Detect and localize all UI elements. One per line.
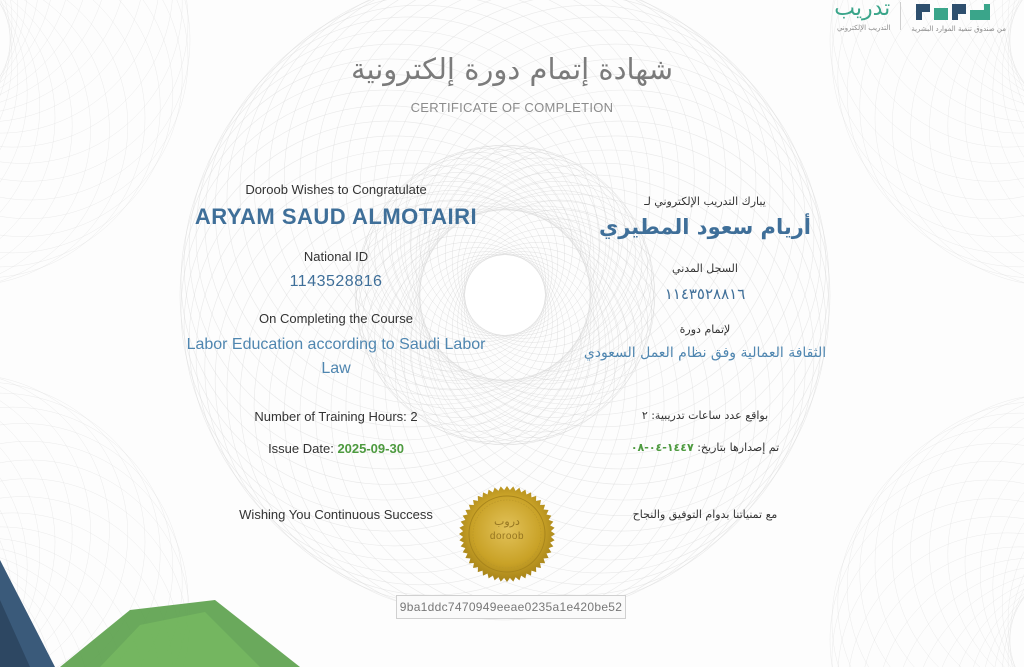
training-hours-en bbox=[160, 409, 512, 424]
issue-date-ar bbox=[520, 441, 890, 454]
tadreeb-logo-subtitle: التدريب الإلكتروني bbox=[836, 24, 891, 32]
national-id-ar: ١١٤٣٥٢٨٨١٦ bbox=[664, 285, 746, 303]
training-hours-ar bbox=[520, 409, 890, 422]
hadaf-logo-subtitle: من صندوق تنمية الموارد البشرية bbox=[911, 25, 1006, 33]
training-hours-label-ar: بواقع عدد ساعات تدريبية: bbox=[647, 409, 769, 422]
course-name-ar: الثقافة العمالية وفق نظام العمل السعودي bbox=[583, 345, 827, 361]
issue-date-value-ar: ١٤٤٧-٠٤-٠٨ bbox=[630, 441, 694, 454]
issue-date-value-en: 2025-09-30 bbox=[337, 441, 404, 456]
training-hours-label-en: Number of Training Hours: bbox=[254, 409, 411, 424]
seal-text-english: doroob bbox=[489, 531, 525, 542]
recipient-name-en: ARYAM SAUD ALMOTAIRI bbox=[194, 204, 478, 229]
training-hours-value-ar: ٢ bbox=[641, 409, 648, 422]
hadaf-logo bbox=[911, 0, 1006, 33]
title-arabic-text: شهادة إتمام دورة إلكترونية bbox=[350, 52, 674, 86]
title-arabic bbox=[0, 52, 1024, 86]
title-english: CERTIFICATE OF COMPLETION bbox=[410, 100, 614, 115]
national-id-label-en: National ID bbox=[303, 249, 369, 264]
training-hours-value-en: 2 bbox=[410, 409, 418, 424]
course-label-en: On Completing the Course bbox=[259, 311, 413, 326]
issue-date-en bbox=[160, 441, 512, 456]
wish-text-ar: مع تمنياتنا بدوام التوفيق والنجاح bbox=[632, 508, 778, 521]
verification-code: 9ba1ddc7470949eeae0235a1e420be52 bbox=[396, 595, 626, 619]
congratulate-label-en: Doroob Wishes to Congratulate bbox=[245, 182, 427, 197]
course-name-en-line2: Law bbox=[321, 360, 351, 377]
hadaf-logo-mark bbox=[914, 0, 1006, 22]
congratulate-label-ar: يبارك التدريب الإلكتروني لـ bbox=[644, 195, 766, 208]
tadreeb-logo bbox=[834, 0, 890, 32]
course-name-en bbox=[160, 333, 512, 381]
course-name-en-line1: Labor Education according to Saudi Labor bbox=[186, 336, 486, 353]
logo-divider bbox=[900, 2, 901, 30]
recipient-name-ar: أريام سعود المطيري bbox=[598, 215, 812, 239]
national-id-label-ar: السجل المدني bbox=[672, 262, 738, 275]
wish-text-en: Wishing You Continuous Success bbox=[239, 507, 433, 522]
issue-date-label-ar: تم إصدارها بتاريخ: bbox=[693, 441, 780, 454]
tadreeb-logo-mark: تدريب bbox=[834, 0, 891, 21]
national-id-en: 1143528816 bbox=[289, 273, 383, 290]
issue-date-label-en: Issue Date: bbox=[268, 441, 338, 456]
course-label-ar: لإتمام دورة bbox=[679, 323, 731, 336]
header-logos bbox=[834, 0, 1006, 40]
seal-text-arabic: دروب bbox=[494, 515, 520, 528]
